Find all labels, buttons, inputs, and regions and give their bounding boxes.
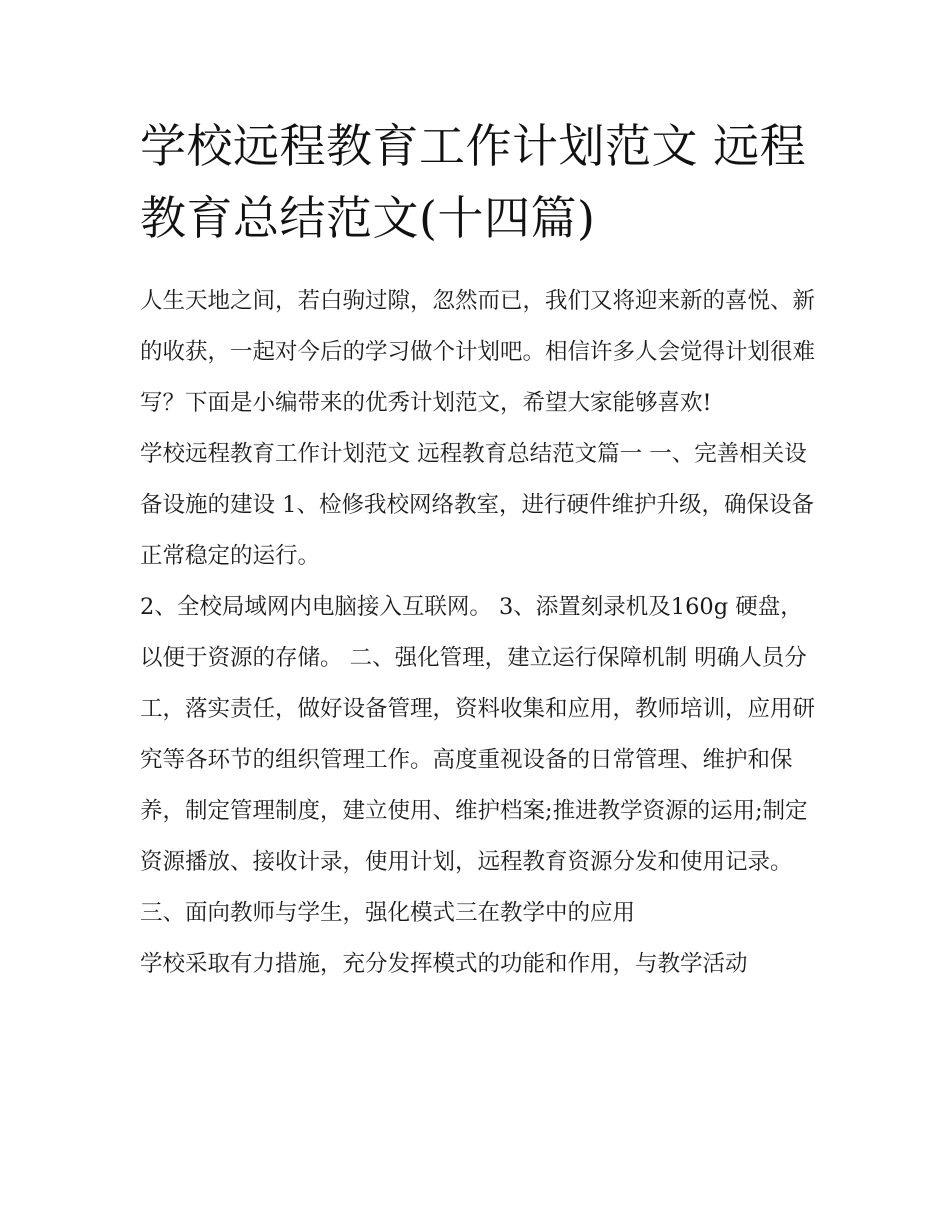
paragraph-section-three-heading: 三、面向教师与学生，强化模式三在教学中的应用 — [140, 900, 636, 926]
paragraph-management: 2、全校局域网内电脑接入互联网。 3、添置刻录机及160g 硬盘，以便于资源的存储。 二、强化管理，建立运行保障机制 明确人员分工，落实责任，做好设备管理，资料收集和应用，教师培训，应用研究等各环节的组织管理工作。高度重视设备的日常管理、维护和保养，制定管理制度，建立使用、维护档案;推进教学资源的运用;制定资源播放、接收计录，使用计划，远程教育资源分发和使用记录。 — [140, 594, 816, 875]
document-body — [140, 276, 815, 990]
paragraph-section-three-body: 学校采取有力措施，充分发挥模式的功能和作用，与教学活动 — [140, 951, 748, 977]
document-title: 学校远程教育工作计划范文 远程教育总结范文(十四篇) — [140, 119, 807, 245]
paragraph-intro: 人生天地之间，若白驹过隙，忽然而已，我们又将迎来新的喜悦、新的收获，一起对今后的学习做个计划吧。相信许多人会觉得计划很难写？下面是小编带来的优秀计划范文，希望大家能够喜欢! — [140, 288, 816, 416]
paragraph-section-one: 学校远程教育工作计划范文 远程教育总结范文篇一 一、完善相关设备设施的建设 1、检修我校网络教室，进行硬件维护升级，确保设备正常稳定的运行。 — [140, 441, 814, 569]
